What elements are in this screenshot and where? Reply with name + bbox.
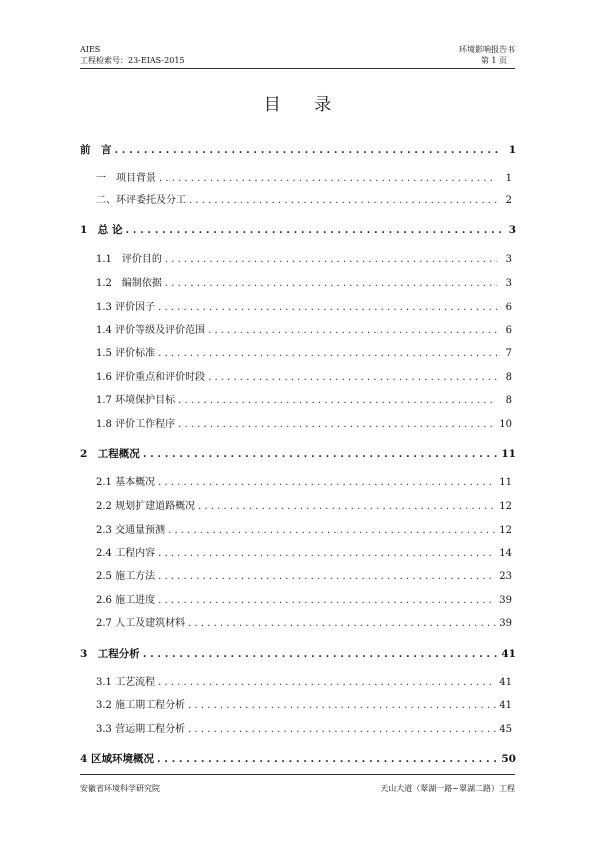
toc-dot-leader <box>143 647 499 661</box>
toc-entry-page-number: 2 <box>505 195 512 206</box>
toc-entry-page-number: 6 <box>505 325 512 336</box>
toc-entry-label: 2.7 人工及建筑材料 <box>96 618 186 629</box>
toc-entry-label: 2 工程概况 <box>80 448 140 460</box>
header-org: AIES <box>80 45 101 54</box>
toc-entry-page-number: 45 <box>499 724 512 735</box>
toc-dot-leader <box>178 418 496 432</box>
toc-dot-leader <box>188 723 496 737</box>
toc-entry-label: 1.6 评价重点和评价时段 <box>96 372 206 383</box>
header-left <box>80 44 185 66</box>
header-page-label: 第 1 页 <box>480 56 507 65</box>
toc-section-entry[interactable] <box>96 194 516 208</box>
toc-section-entry[interactable] <box>96 676 516 690</box>
toc-entry-label: 2.1 基本概况 <box>96 477 156 488</box>
toc-section-entry[interactable] <box>96 253 516 267</box>
toc-entry-page-number: 14 <box>499 548 512 559</box>
toc-dot-leader <box>189 194 497 208</box>
toc-entry-page-number: 23 <box>499 571 512 582</box>
toc-dot-leader <box>115 143 502 157</box>
toc-section-entry[interactable] <box>96 277 516 291</box>
toc-dot-leader <box>158 476 496 490</box>
toc-entry-label: 3 工程分析 <box>80 648 140 660</box>
toc-dot-leader <box>165 253 497 267</box>
toc-section-entry[interactable] <box>96 570 516 584</box>
toc-entry-page-number: 7 <box>505 348 512 359</box>
toc-section-entry[interactable] <box>96 723 516 737</box>
toc-entry-page-number: 41 <box>501 648 516 660</box>
toc-entry-label: 2.3 交通量预测 <box>96 525 166 536</box>
toc-dot-leader <box>208 371 497 385</box>
toc-entry-label: 1.8 评价工作程序 <box>96 419 176 430</box>
toc-entry-page-number: 41 <box>499 700 512 711</box>
toc-section-entry[interactable] <box>96 524 516 538</box>
toc-dot-leader <box>178 394 497 408</box>
toc-section-entry[interactable] <box>96 617 516 631</box>
toc-entry-page-number: 41 <box>499 677 512 688</box>
toc-dot-leader <box>158 347 497 361</box>
toc-entry-label: 1.5 评价标准 <box>96 348 156 359</box>
toc-entry-label: 1.7 环境保护目标 <box>96 395 176 406</box>
toc-dot-leader <box>158 547 496 561</box>
toc-entry-page-number: 1 <box>508 144 516 156</box>
toc-chapter-entry[interactable] <box>80 143 516 157</box>
toc-section-entry[interactable] <box>96 371 516 385</box>
toc-section-entry[interactable] <box>96 347 516 361</box>
toc-entry-label: 1.2 编制依据 <box>96 278 162 289</box>
toc-entry-page-number: 12 <box>499 525 512 536</box>
toc-section-entry[interactable] <box>96 301 516 315</box>
toc-entry-page-number: 11 <box>501 448 516 460</box>
toc-entry-label: 1.3 评价因子 <box>96 302 156 313</box>
toc-dot-leader <box>165 277 497 291</box>
toc-dot-leader <box>188 617 496 631</box>
toc-dot-leader <box>158 594 496 608</box>
footer-project: 天山大道（翠湖一路~翠湖二路）工程 <box>380 784 515 793</box>
toc-section-entry[interactable] <box>96 594 516 608</box>
toc-entry-label: 1 总 论 <box>80 224 123 236</box>
toc-chapter-entry[interactable] <box>80 223 516 237</box>
toc-chapter-entry[interactable] <box>80 647 516 661</box>
toc-entry-label: 3.3 营运期工程分析 <box>96 724 186 735</box>
toc-title: 目 录 <box>263 95 346 115</box>
toc-entry-page-number: 1 <box>505 173 512 184</box>
page-header <box>80 44 515 69</box>
toc-dot-leader <box>198 500 496 514</box>
header-file-number: 工程检索号：23-EIAS-2015 <box>80 56 185 65</box>
toc-dot-leader <box>158 301 497 315</box>
toc-section-entry[interactable] <box>96 547 516 561</box>
toc-section-entry[interactable] <box>96 172 516 186</box>
toc-entry-label: 前 言 <box>80 144 112 156</box>
toc-entry-label: 2.4 工程内容 <box>96 548 156 559</box>
toc-entry-page-number: 12 <box>499 501 512 512</box>
toc-dot-leader <box>159 172 497 186</box>
toc-entry-page-number: 3 <box>508 224 516 236</box>
toc-entry-label: 2.6 施工进度 <box>96 595 156 606</box>
toc-entry-label: 一 项目背景 <box>96 173 156 184</box>
toc-entry-page-number: 11 <box>499 477 512 488</box>
toc-section-entry[interactable] <box>96 324 516 338</box>
header-right <box>459 44 515 66</box>
toc-entry-label: 4 区域环境概况 <box>80 753 154 765</box>
toc-entry-page-number: 8 <box>505 372 512 383</box>
toc-entry-label: 1.4 评价等级及评价范围 <box>96 325 206 336</box>
toc-entry-page-number: 3 <box>505 254 512 265</box>
toc-entry-page-number: 39 <box>499 595 512 606</box>
toc-entry-label: 3.2 施工期工程分析 <box>96 700 186 711</box>
toc-entry-label: 2.2 规划扩建道路概况 <box>96 501 196 512</box>
toc-chapter-entry[interactable] <box>80 752 516 766</box>
toc-entry-page-number: 3 <box>505 278 512 289</box>
toc-dot-leader <box>143 447 499 461</box>
toc-entry-label: 二、环评委托及分工 <box>96 195 186 206</box>
toc-dot-leader <box>158 570 496 584</box>
toc-dot-leader <box>168 524 496 538</box>
toc-entry-page-number: 8 <box>505 395 512 406</box>
toc-section-entry[interactable] <box>96 500 516 514</box>
header-document-type: 环境影响报告书 <box>459 45 515 54</box>
toc-entry-page-number: 6 <box>505 302 512 313</box>
toc-chapter-entry[interactable] <box>80 447 516 461</box>
toc-entry-label: 1.1 评价目的 <box>96 254 162 265</box>
toc-entry-page-number: 39 <box>499 618 512 629</box>
toc-dot-leader <box>157 752 498 766</box>
footer-institute: 安徽省环境科学研究院 <box>80 784 160 793</box>
toc-dot-leader <box>125 223 501 237</box>
toc-entry-label: 3.1 工艺流程 <box>96 677 156 688</box>
toc-entry-page-number: 50 <box>501 753 516 765</box>
toc-entry-label: 2.5 施工方法 <box>96 571 156 582</box>
toc-dot-leader <box>158 676 496 690</box>
toc-dot-leader <box>188 699 496 713</box>
toc-section-entry[interactable] <box>96 418 516 432</box>
toc-section-entry[interactable] <box>96 476 516 490</box>
toc-dot-leader <box>208 324 497 338</box>
toc-section-entry[interactable] <box>96 394 516 408</box>
page-footer <box>80 774 515 799</box>
toc-section-entry[interactable] <box>96 699 516 713</box>
toc-entry-page-number: 10 <box>499 419 512 430</box>
